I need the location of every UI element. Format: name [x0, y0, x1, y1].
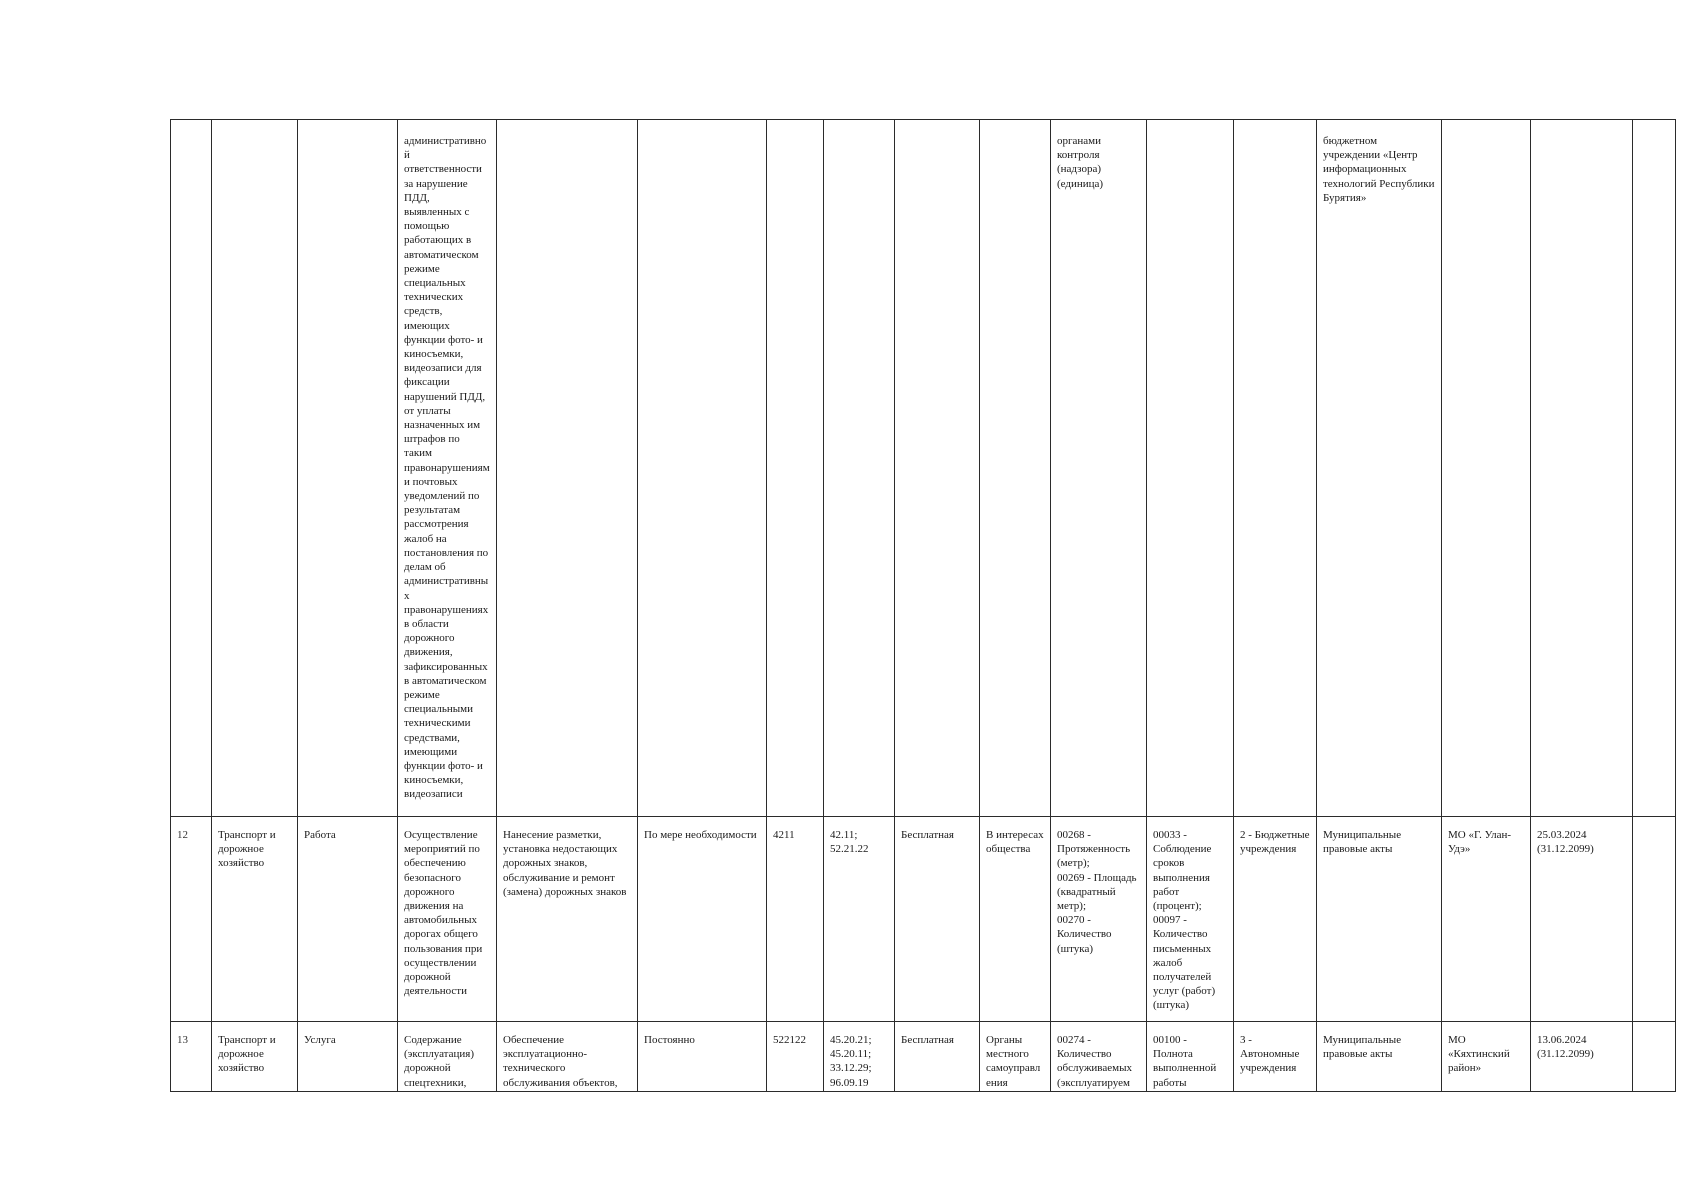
cell-code	[767, 120, 824, 817]
cell-okved: 42.11; 52.21.22	[824, 817, 895, 1022]
cell-payment	[895, 120, 980, 817]
cell-consumers: Органы местного самоуправления	[980, 1022, 1051, 1092]
cell-okved	[824, 120, 895, 817]
cell-payment: Бесплатная	[895, 817, 980, 1022]
cell-quality-indicators: 00033 - Соблюдение сроков выполнения работ (процент); 00097 - Количество письменных жалоб получателей услуг (работ) (штука)	[1147, 817, 1234, 1022]
cell-content	[497, 120, 638, 817]
cell-code: 522122	[767, 1022, 824, 1092]
cell-legal-acts: Муниципальные правовые акты	[1317, 1022, 1442, 1092]
cell-volume-indicators: 00268 - Протяженность (метр); 00269 - Площадь (квадратный метр); 00270 - Количество (штука)	[1051, 817, 1147, 1022]
cell-municipality: МО «Г. Улан-Удэ»	[1442, 817, 1531, 1022]
cell-type: Услуга	[298, 1022, 398, 1092]
cell-dates	[1531, 120, 1633, 817]
cell-content: Нанесение разметки, установка недостающих дорожных знаков, обслуживание и ремонт (замена) дорожных знаков	[497, 817, 638, 1022]
cell-sector	[212, 120, 298, 817]
cell-type: Работа	[298, 817, 398, 1022]
cell-frequency: Постоянно	[638, 1022, 767, 1092]
cell-dates: 25.03.2024 (31.12.2099)	[1531, 817, 1633, 1022]
cell-frequency	[638, 120, 767, 817]
cell-consumers	[980, 120, 1051, 817]
services-register-table	[170, 119, 1676, 1092]
cell-dates: 13.06.2024 (31.12.2099)	[1531, 1022, 1633, 1092]
cell-okved: 45.20.21; 45.20.11; 33.12.29; 96.09.19	[824, 1022, 895, 1092]
cell-institution-type: 3 - Автономные учреждения	[1234, 1022, 1317, 1092]
cell-volume-indicators: органами контроля (надзора) (единица)	[1051, 120, 1147, 817]
cell-frequency: По мере необходимости	[638, 817, 767, 1022]
table-row-continuation	[171, 120, 1676, 817]
cell-service-name: административной ответственности за нарушение ПДД, выявленных с помощью работающих в автоматическом режиме специальных технических средств, имеющих функции фото- и киносъемки, видеозаписи для фиксации нарушений ПДД, от уплаты назначенных им штрафов по таким правонарушениям и почтовых уведомлений по результатам рассмотрения жалоб на постановления по делам об административных правонарушениях в области дорожного движения, зафиксированных в автоматическом режиме специальными техническими средствами, имеющими функции фото- и киносъемки, видеозаписи	[398, 120, 497, 817]
cell-number	[171, 120, 212, 817]
cell-service-name: Осуществление мероприятий по обеспечению безопасного дорожного движения на автомобильных дорогах общего пользования при осуществлении дорожной деятельности	[398, 817, 497, 1022]
cell-number: 13	[171, 1022, 212, 1092]
cell-municipality	[1442, 120, 1531, 817]
cell-legal-acts: Муниципальные правовые акты	[1317, 817, 1442, 1022]
cell-municipality: МО «Кяхтинский район»	[1442, 1022, 1531, 1092]
cell-number: 12	[171, 817, 212, 1022]
table-row	[171, 817, 1676, 1022]
cell-legal-acts: бюджетном учреждении «Центр информационных технологий Республики Бурятия»	[1317, 120, 1442, 817]
table-row	[171, 1022, 1676, 1092]
cell-payment: Бесплатная	[895, 1022, 980, 1092]
cell-service-name: Содержание (эксплуатация) дорожной спецтехники,	[398, 1022, 497, 1092]
cell-sector: Транспорт и дорожное хозяйство	[212, 1022, 298, 1092]
cell-institution-type: 2 - Бюджетные учреждения	[1234, 817, 1317, 1022]
cell-quality-indicators: 00100 - Полнота выполненной работы	[1147, 1022, 1234, 1092]
cell-content: Обеспечение эксплуатационно-технического обслуживания объектов,	[497, 1022, 638, 1092]
cell-quality-indicators	[1147, 120, 1234, 817]
cell-extra	[1633, 1022, 1676, 1092]
cell-institution-type	[1234, 120, 1317, 817]
cell-extra	[1633, 120, 1676, 817]
cell-extra	[1633, 817, 1676, 1022]
cell-sector: Транспорт и дорожное хозяйство	[212, 817, 298, 1022]
cell-consumers: В интересах общества	[980, 817, 1051, 1022]
cell-volume-indicators: 00274 - Количество обслуживаемых (эксплуатируем	[1051, 1022, 1147, 1092]
cell-code: 4211	[767, 817, 824, 1022]
cell-type	[298, 120, 398, 817]
